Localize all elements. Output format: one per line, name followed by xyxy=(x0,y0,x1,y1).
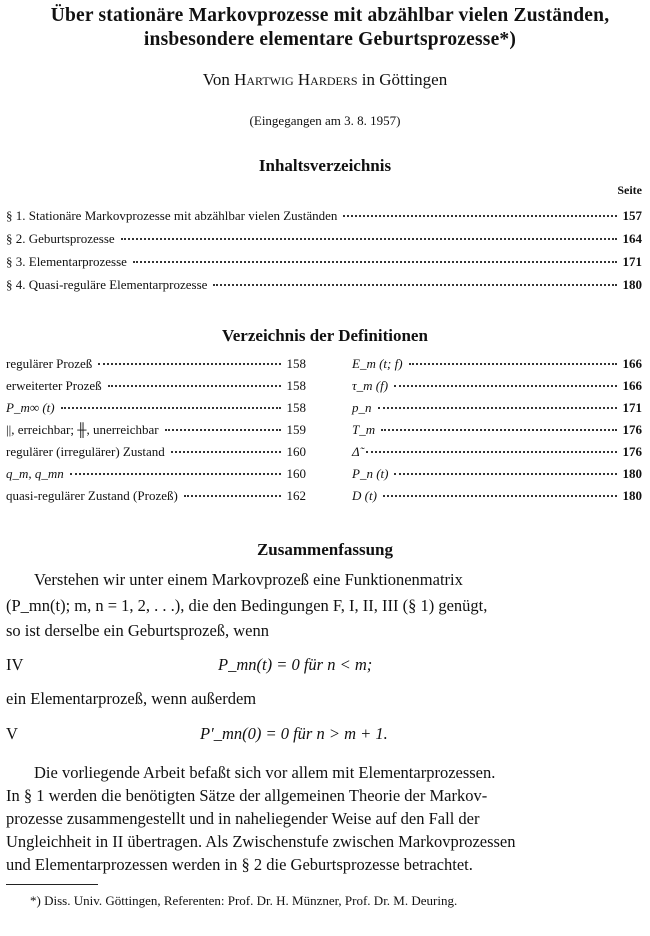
toc-heading: Inhaltsverzeichnis xyxy=(258,156,392,175)
definition-term: P_m∞ (t) xyxy=(6,400,55,415)
definition-page: 160 xyxy=(286,444,306,459)
toc-entry-num: § 4. xyxy=(6,277,26,292)
summary-p1-line1: Verstehen wir unter einem Markovprozeß eine Funktionenmatrix xyxy=(34,570,463,589)
footnote-rule xyxy=(6,884,98,885)
definition-page: 159 xyxy=(286,422,306,437)
definition-entry xyxy=(352,488,642,508)
summary-p3-line: und Elementarprozessen werden in § 2 die Geburtsprozesse betrachtet. xyxy=(6,855,473,874)
definition-entry xyxy=(352,444,642,464)
definition-entry xyxy=(352,466,642,486)
definition-term: regulärer (irregulärer) Zustand xyxy=(6,444,165,459)
summary-p1-line2: (P_mn(t); m, n = 1, 2, . . .), die den Bedingungen F, I, II, III (§ 1) genügt, xyxy=(6,596,488,615)
definition-term: D (t) xyxy=(352,488,377,503)
leader-dots xyxy=(61,407,281,409)
definition-term: erweiterter Prozeß xyxy=(6,378,102,393)
leader-dots xyxy=(171,451,281,453)
leader-dots xyxy=(394,385,616,387)
definition-term: E_m (t; f) xyxy=(352,356,403,371)
toc-entry-page: 180 xyxy=(622,277,642,292)
definition-entry xyxy=(6,488,306,508)
definition-page: 176 xyxy=(622,422,642,437)
author-suffix: in Göttingen xyxy=(361,70,448,89)
toc-entry-num: § 1. xyxy=(6,208,26,223)
definition-entry xyxy=(6,400,306,420)
definition-page: 166 xyxy=(622,356,642,371)
title-line-1: Über stationäre Markovprozesse mit abzählbar vielen Zuständen, xyxy=(50,5,610,26)
definition-term: q_m, q_mn xyxy=(6,466,64,481)
definition-term: p_n xyxy=(352,400,372,415)
leader-dots xyxy=(165,429,281,431)
definition-page: 160 xyxy=(286,466,306,481)
leader-dots xyxy=(383,495,617,497)
toc-entry-page: 164 xyxy=(622,231,642,246)
toc-entry-page: 171 xyxy=(622,254,642,269)
equation-iv: P_mn(t) = 0 für n < m; xyxy=(218,655,373,674)
toc-entry-text: Quasi-reguläre Elementarprozesse xyxy=(28,277,208,292)
definitions-heading: Verzeichnis der Definitionen xyxy=(222,326,428,345)
definition-page: 162 xyxy=(286,488,306,503)
title-line-2: insbesondere elementare Geburtsprozesse*) xyxy=(143,29,517,50)
definition-entry xyxy=(6,444,306,464)
equation-v: P′_mn(0) = 0 für n > m + 1. xyxy=(200,724,388,743)
footnote: *) Diss. Univ. Göttingen, Referenten: Prof. Dr. H. Münzner, Prof. Dr. M. Deuring. xyxy=(30,893,458,908)
leader-dots xyxy=(98,363,280,365)
leader-dots xyxy=(184,495,281,497)
equation-label-v: V xyxy=(6,724,18,743)
author-name: Hartwig Harders xyxy=(234,70,358,89)
definition-entry xyxy=(6,356,306,376)
summary-p2: ein Elementarprozeß, wenn außerdem xyxy=(6,689,257,708)
author-prefix: Von xyxy=(202,70,230,89)
definition-page: 180 xyxy=(622,466,642,481)
toc-entry xyxy=(6,208,642,228)
summary-heading: Zusammenfassung xyxy=(256,540,394,559)
definition-term: Δ̃ xyxy=(352,444,360,459)
definition-term: quasi-regulärer Zustand (Prozeß) xyxy=(6,488,178,503)
toc-entry-num: § 2. xyxy=(6,231,26,246)
toc-entry xyxy=(6,231,642,251)
definition-term: regulärer Prozeß xyxy=(6,356,93,371)
leader-dots xyxy=(409,363,617,365)
summary-p3-line: Die vorliegende Arbeit befaßt sich vor allem mit Elementarprozessen. xyxy=(34,763,496,782)
toc-entry-num: § 3. xyxy=(6,254,26,269)
toc-entry-text: Geburtsprozesse xyxy=(28,231,115,246)
summary-p3-line: prozesse zusammengestellt und in naheliegender Weise auf den Fall der xyxy=(6,809,480,828)
leader-dots xyxy=(213,284,616,286)
leader-dots xyxy=(133,261,617,263)
toc-entry-text: Elementarprozesse xyxy=(28,254,127,269)
definition-entry xyxy=(352,400,642,420)
definition-term: P_n (t) xyxy=(352,466,389,481)
definition-entry xyxy=(6,422,306,442)
author-line xyxy=(0,70,650,90)
definition-page: 158 xyxy=(286,378,306,393)
toc-entry xyxy=(6,277,642,297)
definition-page: 158 xyxy=(286,356,306,371)
toc-page-label: Seite xyxy=(617,183,642,197)
definition-entry xyxy=(352,422,642,442)
summary-p1-line3: so ist derselbe ein Geburtsprozeß, wenn xyxy=(6,621,270,640)
definition-entry xyxy=(352,378,642,398)
definition-page: 166 xyxy=(622,378,642,393)
definition-page: 158 xyxy=(286,400,306,415)
definition-term: τ_m (f) xyxy=(352,378,389,393)
definition-entry xyxy=(352,356,642,376)
received-date: (Eingegangen am 3. 8. 1957) xyxy=(249,113,401,128)
leader-dots xyxy=(343,215,616,217)
definition-page: 180 xyxy=(622,488,642,503)
equation-label-iv: IV xyxy=(6,655,24,674)
toc-entry-page: 157 xyxy=(622,208,642,223)
definition-page: 176 xyxy=(622,444,642,459)
summary-p3-line: Ungleichheit in II übertragen. Als Zwischenstufe zwischen Markovprozessen xyxy=(6,832,516,851)
toc-entry xyxy=(6,254,642,274)
definition-term: T_m xyxy=(352,422,376,437)
definition-entry xyxy=(6,378,306,398)
leader-dots xyxy=(121,238,617,240)
leader-dots xyxy=(108,385,281,387)
leader-dots xyxy=(381,429,616,431)
leader-dots xyxy=(394,473,616,475)
leader-dots xyxy=(366,451,617,453)
toc-entry-text: Stationäre Markovprozesse mit abzählbar vielen Zuständen xyxy=(28,208,338,223)
definition-page: 171 xyxy=(622,400,642,415)
definition-entry xyxy=(6,466,306,486)
leader-dots xyxy=(70,473,281,475)
summary-p3-line: In § 1 werden die benötigten Sätze der allgemeinen Theorie der Markov- xyxy=(6,786,488,805)
definition-term: ||, erreichbar; ╫, unerreichbar xyxy=(6,422,159,437)
article-title xyxy=(12,4,648,52)
leader-dots xyxy=(378,407,617,409)
